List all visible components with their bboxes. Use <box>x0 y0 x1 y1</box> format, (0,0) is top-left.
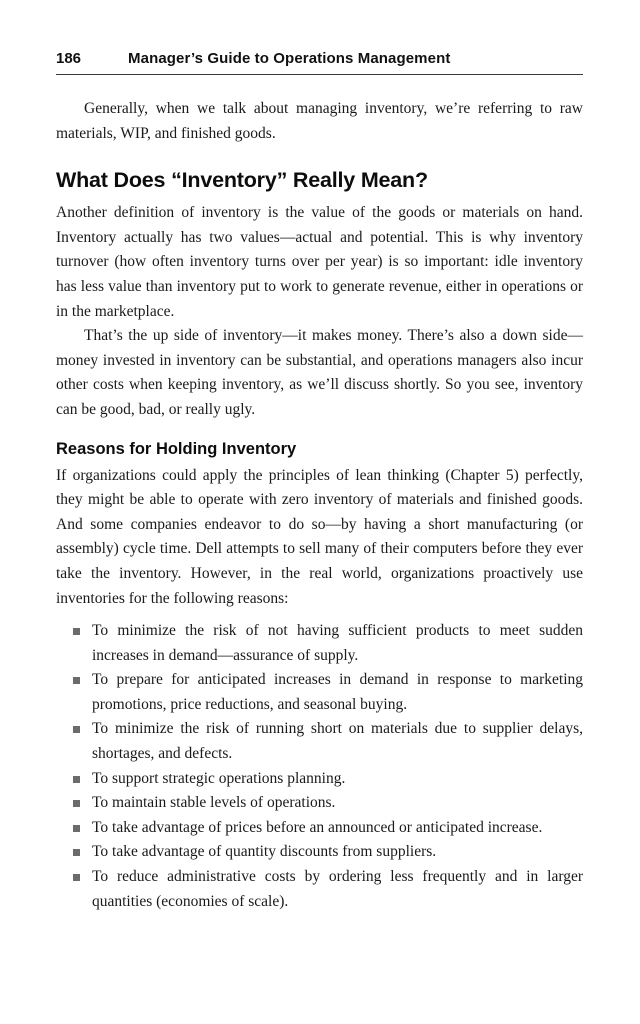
list-item-text: To maintain stable levels of operations. <box>92 794 336 812</box>
bullet-square-icon <box>73 849 80 856</box>
list-item <box>73 767 583 792</box>
bullet-square-icon <box>73 677 80 684</box>
list-item-text: To prepare for anticipated increases in demand in response to marketing promotions, price reductions, and seasonal buying. <box>92 671 583 713</box>
list-item <box>73 619 583 668</box>
bullet-square-icon <box>73 776 80 783</box>
bullet-square-icon <box>73 874 80 881</box>
list-item <box>73 840 583 865</box>
list-item <box>73 816 583 841</box>
bullet-square-icon <box>73 726 80 733</box>
running-header <box>56 50 583 74</box>
paragraph-upside: That’s the up side of inventory—it makes money. There’s also a down side—money invested in inventory can be substantial, and operations managers also incur other costs when keeping inventory, as we’ll discuss shortly. So you see, inventory can be good, bad, or really ugly. <box>56 327 583 418</box>
bullet-square-icon <box>73 800 80 807</box>
list-item-text: To take advantage of prices before an announced or anticipated increase. <box>92 818 543 836</box>
header-rule <box>56 74 583 75</box>
list-item <box>73 717 583 766</box>
page-number: 186 <box>56 50 82 67</box>
list-item <box>73 668 583 717</box>
list-item-text: To reduce administrative costs by ordering less frequently and in larger quantities (economies of scale). <box>92 868 583 910</box>
running-title: Manager’s Guide to Operations Management <box>128 50 451 67</box>
bullet-square-icon <box>73 825 80 832</box>
subsection-heading: Reasons for Holding Inventory <box>56 439 297 458</box>
list-item <box>73 865 583 914</box>
bullet-square-icon <box>73 628 80 635</box>
list-item-text: To take advantage of quantity discounts from suppliers. <box>92 843 437 861</box>
paragraph-definition: Another definition of inventory is the value of the goods or materials on hand. Inventory actually has two values—actual and potential. This is why inventory turnover (how often inventory turns over per year) is so important: idle inventory has less value than inventory put to work to generate revenue, either in operations or in the marketplace. <box>56 204 583 320</box>
reasons-bullet-list <box>56 619 583 914</box>
list-item-text: To support strategic operations planning. <box>92 769 346 787</box>
list-item <box>73 791 583 816</box>
paragraph-reasons-intro: If organizations could apply the principles of lean thinking (Chapter 5) perfectly, they might be able to operate with zero inventory of materials and finished goods. And some companies endeavor to do so—by having a short manufacturing (or assembly) cycle time. Dell attempts to sell many of their computers before they ever take the inventory. However, in the real world, organizations proactively use inventories for the following reasons: <box>56 466 583 607</box>
paragraph-intro: Generally, when we talk about managing inventory, we’re referring to raw materials, WIP, and finished goods. <box>56 100 583 142</box>
list-item-text: To minimize the risk of not having sufficient products to meet sudden increases in demand—assurance of supply. <box>92 622 583 664</box>
section-heading: What Does “Inventory” Really Mean? <box>56 168 428 193</box>
list-item-text: To minimize the risk of running short on materials due to supplier delays, shortages, and defects. <box>92 720 583 763</box>
